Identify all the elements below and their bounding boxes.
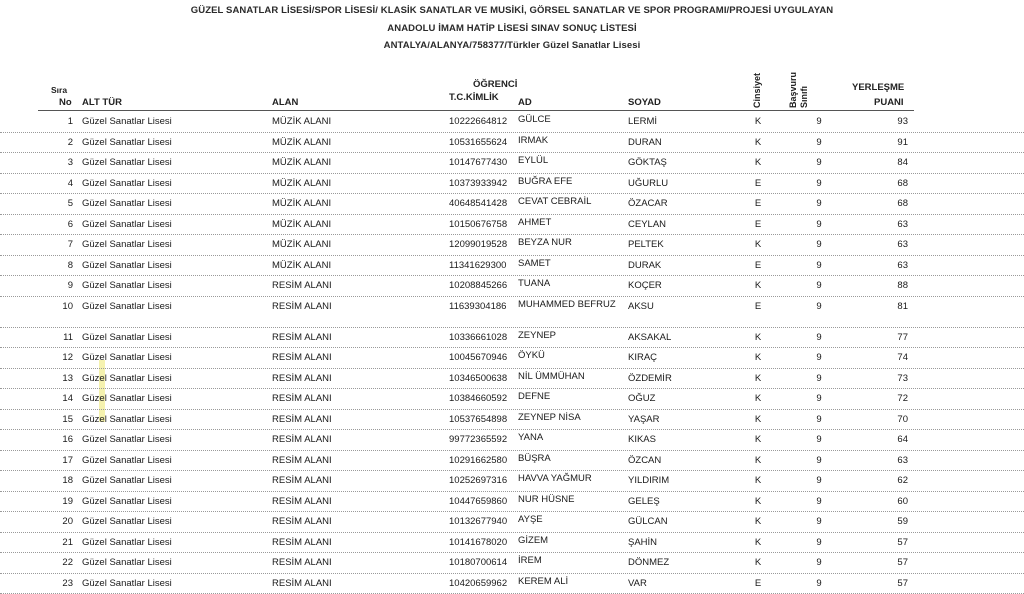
cell-puan: 81	[860, 301, 908, 312]
cell-alt-tur: Güzel Sanatlar Lisesi	[82, 178, 172, 189]
cell-puan: 64	[860, 434, 908, 445]
cell-cinsiyet: K	[752, 475, 764, 486]
cell-cinsiyet: K	[752, 496, 764, 507]
cell-tc-kimlik: 10147677430	[449, 157, 507, 168]
cell-soyad: GÜLCAN	[628, 516, 668, 527]
cell-sinif: 9	[812, 198, 826, 209]
cell-puan: 68	[860, 198, 908, 209]
cell-tc-kimlik: 10531655624	[449, 137, 507, 148]
col-header-sira: Sıra	[51, 85, 67, 95]
table-row	[0, 430, 1024, 451]
cell-tc-kimlik: 11639304186	[449, 301, 506, 312]
cell-puan: 93	[860, 116, 908, 127]
cell-alt-tur: Güzel Sanatlar Lisesi	[82, 301, 172, 312]
table-row	[0, 471, 1024, 492]
cell-alt-tur: Güzel Sanatlar Lisesi	[82, 239, 172, 250]
table-row	[0, 328, 1024, 349]
cell-no: 15	[38, 414, 73, 425]
cell-soyad: DURAN	[628, 137, 662, 148]
cell-tc-kimlik: 10132677940	[449, 516, 507, 527]
cell-cinsiyet: K	[752, 157, 764, 168]
cell-ad: BUĞRA EFE	[518, 175, 618, 189]
cell-puan: 72	[860, 393, 908, 404]
cell-sinif: 9	[812, 414, 826, 425]
col-header-sinifi: Sınıfı	[799, 86, 809, 108]
cell-soyad: LERMİ	[628, 116, 657, 127]
cell-puan: 70	[860, 414, 908, 425]
cell-alt-tur: Güzel Sanatlar Lisesi	[82, 496, 172, 507]
cell-cinsiyet: E	[752, 301, 764, 312]
cell-no: 6	[38, 219, 73, 230]
cell-sinif: 9	[812, 260, 826, 271]
cell-alt-tur: Güzel Sanatlar Lisesi	[82, 373, 172, 384]
cell-no: 16	[38, 434, 73, 445]
table-row	[0, 389, 1024, 410]
cell-puan: 63	[860, 219, 908, 230]
table-row	[0, 553, 1024, 574]
col-header-no: No	[59, 97, 72, 108]
cell-no: 3	[38, 157, 73, 168]
cell-soyad: DURAK	[628, 260, 661, 271]
cell-sinif: 9	[812, 434, 826, 445]
cell-soyad: KIKAS	[628, 434, 656, 445]
cell-ad: YANA	[518, 431, 618, 445]
cell-cinsiyet: E	[752, 219, 764, 230]
cell-soyad: KOÇER	[628, 280, 662, 291]
cell-sinif: 9	[812, 116, 826, 127]
cell-alt-tur: Güzel Sanatlar Lisesi	[82, 475, 172, 486]
cell-alt-tur: Güzel Sanatlar Lisesi	[82, 455, 172, 466]
cell-cinsiyet: K	[752, 455, 764, 466]
cell-puan: 74	[860, 352, 908, 363]
cell-tc-kimlik: 10045670946	[449, 352, 507, 363]
cell-ad: AYŞE	[518, 513, 618, 527]
cell-soyad: CEYLAN	[628, 219, 666, 230]
cell-cinsiyet: K	[752, 516, 764, 527]
cell-alt-tur: Güzel Sanatlar Lisesi	[82, 280, 172, 291]
table-row	[0, 235, 1024, 256]
cell-tc-kimlik: 10291662580	[449, 455, 507, 466]
cell-soyad: YAŞAR	[628, 414, 660, 425]
table-row	[0, 533, 1024, 554]
cell-no: 13	[38, 373, 73, 384]
cell-alan: RESİM ALANI	[272, 301, 332, 312]
cell-no: 14	[38, 393, 73, 404]
cell-tc-kimlik: 10222664812	[449, 116, 507, 127]
cell-sinif: 9	[812, 578, 826, 589]
cell-tc-kimlik: 10141678020	[449, 537, 507, 548]
cell-puan: 57	[860, 557, 908, 568]
cell-soyad: ÖZACAR	[628, 198, 668, 209]
cell-alt-tur: Güzel Sanatlar Lisesi	[82, 537, 172, 548]
cell-sinif: 9	[812, 537, 826, 548]
cell-alan: MÜZİK ALANI	[272, 116, 331, 127]
cell-soyad: GÖKTAŞ	[628, 157, 667, 168]
cell-tc-kimlik: 10252697316	[449, 475, 507, 486]
table-row	[0, 297, 1024, 328]
cell-puan: 91	[860, 137, 908, 148]
cell-cinsiyet: K	[752, 137, 764, 148]
cell-alan: RESİM ALANI	[272, 537, 332, 548]
cell-ad: KEREM ALİ	[518, 575, 618, 589]
cell-soyad: ÖZCAN	[628, 455, 661, 466]
cell-soyad: AKSU	[628, 301, 654, 312]
cell-no: 7	[38, 239, 73, 250]
cell-no: 18	[38, 475, 73, 486]
cell-soyad: VAR	[628, 578, 647, 589]
col-header-soyad: SOYAD	[628, 97, 661, 108]
cell-tc-kimlik: 40648541428	[449, 198, 507, 209]
cell-tc-kimlik: 10420659962	[449, 578, 507, 589]
cell-tc-kimlik: 10346500638	[449, 373, 507, 384]
cell-puan: 57	[860, 537, 908, 548]
cell-alan: MÜZİK ALANI	[272, 137, 331, 148]
cell-alan: RESİM ALANI	[272, 496, 332, 507]
col-header-ad: AD	[518, 97, 532, 108]
cell-no: 23	[38, 578, 73, 589]
col-header-alan: ALAN	[272, 97, 298, 108]
cell-ad: NİL ÜMMÜHAN	[518, 370, 618, 384]
cell-puan: 63	[860, 260, 908, 271]
cell-no: 12	[38, 352, 73, 363]
cell-ad: NUR HÜSNE	[518, 493, 618, 507]
table-row	[0, 133, 1024, 154]
cell-tc-kimlik: 10208845266	[449, 280, 507, 291]
cell-alt-tur: Güzel Sanatlar Lisesi	[82, 198, 172, 209]
col-header-cinsiyet: Cinsiyet	[752, 73, 762, 108]
cell-sinif: 9	[812, 157, 826, 168]
cell-alan: MÜZİK ALANI	[272, 219, 331, 230]
cell-alan: RESİM ALANI	[272, 578, 332, 589]
cell-sinif: 9	[812, 280, 826, 291]
col-header-puani: PUANI	[874, 97, 904, 108]
cell-ad: CEVAT CEBRAİL	[518, 195, 618, 209]
cell-sinif: 9	[812, 373, 826, 384]
cell-alan: RESİM ALANI	[272, 557, 332, 568]
cell-alan: MÜZİK ALANI	[272, 157, 331, 168]
cell-tc-kimlik: 10150676758	[449, 219, 507, 230]
doc-title-line-2: ANADOLU İMAM HATİP LİSESİ SINAV SONUÇ LİSTESİ	[0, 23, 1024, 34]
cell-alan: MÜZİK ALANI	[272, 178, 331, 189]
table-row	[0, 194, 1024, 215]
cell-no: 10	[38, 301, 73, 312]
cell-puan: 84	[860, 157, 908, 168]
cell-soyad: KIRAÇ	[628, 352, 657, 363]
cell-tc-kimlik: 10336661028	[449, 332, 507, 343]
cell-cinsiyet: K	[752, 557, 764, 568]
cell-soyad: PELTEK	[628, 239, 664, 250]
cell-no: 19	[38, 496, 73, 507]
cell-no: 22	[38, 557, 73, 568]
table-row	[0, 153, 1024, 174]
cell-alan: RESİM ALANI	[272, 332, 332, 343]
cell-alan: MÜZİK ALANI	[272, 198, 331, 209]
col-header-yerlesme: YERLEŞME	[852, 82, 904, 93]
cell-alan: RESİM ALANI	[272, 352, 332, 363]
cell-alan: RESİM ALANI	[272, 414, 332, 425]
cell-ad: ZEYNEP NİSA	[518, 411, 618, 425]
cell-ad: ÖYKÜ	[518, 349, 618, 363]
cell-soyad: DÖNMEZ	[628, 557, 669, 568]
cell-ad: İREM	[518, 554, 618, 568]
cell-cinsiyet: K	[752, 434, 764, 445]
cell-tc-kimlik: 99772365592	[449, 434, 507, 445]
cell-puan: 57	[860, 578, 908, 589]
cell-sinif: 9	[812, 516, 826, 527]
cell-alan: RESİM ALANI	[272, 516, 332, 527]
cell-alt-tur: Güzel Sanatlar Lisesi	[82, 157, 172, 168]
table-row	[0, 410, 1024, 431]
cell-alt-tur: Güzel Sanatlar Lisesi	[82, 260, 172, 271]
cell-cinsiyet: E	[752, 260, 764, 271]
cell-alt-tur: Güzel Sanatlar Lisesi	[82, 219, 172, 230]
cell-cinsiyet: E	[752, 578, 764, 589]
cell-alan: RESİM ALANI	[272, 280, 332, 291]
cell-no: 5	[38, 198, 73, 209]
cell-soyad: ÖZDEMİR	[628, 373, 672, 384]
cell-ad: EYLÜL	[518, 154, 618, 168]
cell-alan: RESİM ALANI	[272, 393, 332, 404]
cell-alt-tur: Güzel Sanatlar Lisesi	[82, 332, 172, 343]
col-header-ogrenci: ÖĞRENCİ	[473, 79, 517, 90]
cell-tc-kimlik: 12099019528	[449, 239, 507, 250]
cell-alan: MÜZİK ALANI	[272, 260, 331, 271]
cell-puan: 63	[860, 455, 908, 466]
table-row	[0, 492, 1024, 513]
cell-alan: RESİM ALANI	[272, 455, 332, 466]
cell-sinif: 9	[812, 352, 826, 363]
cell-sinif: 9	[812, 496, 826, 507]
cell-soyad: UĞURLU	[628, 178, 668, 189]
cell-sinif: 9	[812, 393, 826, 404]
cell-sinif: 9	[812, 332, 826, 343]
cell-alan: RESİM ALANI	[272, 434, 332, 445]
cell-ad: AHMET	[518, 216, 618, 230]
cell-tc-kimlik: 10447659860	[449, 496, 507, 507]
cell-sinif: 9	[812, 557, 826, 568]
cell-ad: HAVVA YAĞMUR	[518, 472, 618, 486]
cell-no: 11	[38, 332, 73, 343]
table-row	[0, 256, 1024, 277]
cell-puan: 88	[860, 280, 908, 291]
cell-cinsiyet: K	[752, 414, 764, 425]
cell-tc-kimlik: 10384660592	[449, 393, 507, 404]
cell-alt-tur: Güzel Sanatlar Lisesi	[82, 414, 172, 425]
cell-cinsiyet: K	[752, 332, 764, 343]
doc-title-line-3: ANTALYA/ALANYA/758377/Türkler Güzel Sanatlar Lisesi	[0, 40, 1024, 51]
table-row	[0, 512, 1024, 533]
cell-ad: BÜŞRA	[518, 452, 618, 466]
table-row	[0, 174, 1024, 195]
cell-tc-kimlik: 10180700614	[449, 557, 507, 568]
table-row	[0, 451, 1024, 472]
cell-cinsiyet: K	[752, 352, 764, 363]
cell-soyad: OĞUZ	[628, 393, 655, 404]
cell-sinif: 9	[812, 301, 826, 312]
cell-no: 20	[38, 516, 73, 527]
cell-alt-tur: Güzel Sanatlar Lisesi	[82, 393, 172, 404]
col-header-alt-tur: ALT TÜR	[82, 97, 122, 108]
header-divider	[38, 110, 914, 111]
cell-alan: RESİM ALANI	[272, 373, 332, 384]
cell-ad: GİZEM	[518, 534, 618, 548]
cell-ad: DEFNE	[518, 390, 618, 404]
cell-no: 2	[38, 137, 73, 148]
cell-alt-tur: Güzel Sanatlar Lisesi	[82, 116, 172, 127]
cell-no: 21	[38, 537, 73, 548]
cell-ad: GÜLCE	[518, 113, 618, 127]
cell-soyad: YILDIRIM	[628, 475, 669, 486]
cell-no: 17	[38, 455, 73, 466]
results-table	[0, 112, 1024, 594]
cell-tc-kimlik: 11341629300	[449, 260, 506, 271]
table-row	[0, 112, 1024, 133]
table-row	[0, 369, 1024, 390]
table-row	[0, 215, 1024, 236]
cell-cinsiyet: E	[752, 178, 764, 189]
cell-cinsiyet: K	[752, 239, 764, 250]
cell-puan: 68	[860, 178, 908, 189]
cell-tc-kimlik: 10537654898	[449, 414, 507, 425]
cell-alt-tur: Güzel Sanatlar Lisesi	[82, 578, 172, 589]
cell-alt-tur: Güzel Sanatlar Lisesi	[82, 557, 172, 568]
cell-ad: MUHAMMED BEFRUZ	[518, 298, 618, 312]
cell-ad: TUANA	[518, 277, 618, 291]
col-header-tc: T.C.KİMLİK	[449, 92, 499, 103]
cell-cinsiyet: K	[752, 116, 764, 127]
doc-title-line-1: GÜZEL SANATLAR LİSESİ/SPOR LİSESİ/ KLASİK SANATLAR VE MUSİKİ, GÖRSEL SANATLAR VE SPOR PROGRAMI/PROJESİ UYGULAYAN	[0, 5, 1024, 16]
cell-alt-tur: Güzel Sanatlar Lisesi	[82, 434, 172, 445]
cell-soyad: ŞAHİN	[628, 537, 657, 548]
cell-cinsiyet: K	[752, 280, 764, 291]
cell-alan: MÜZİK ALANI	[272, 239, 331, 250]
cell-puan: 73	[860, 373, 908, 384]
cell-alan: RESİM ALANI	[272, 475, 332, 486]
cell-sinif: 9	[812, 455, 826, 466]
cell-puan: 60	[860, 496, 908, 507]
cell-soyad: AKSAKAL	[628, 332, 671, 343]
cell-cinsiyet: K	[752, 537, 764, 548]
cell-alt-tur: Güzel Sanatlar Lisesi	[82, 137, 172, 148]
cell-sinif: 9	[812, 219, 826, 230]
cell-ad: SAMET	[518, 257, 618, 271]
cell-no: 1	[38, 116, 73, 127]
cell-sinif: 9	[812, 475, 826, 486]
cell-sinif: 9	[812, 137, 826, 148]
table-row	[0, 348, 1024, 369]
cell-puan: 77	[860, 332, 908, 343]
cell-soyad: GELEŞ	[628, 496, 660, 507]
cell-cinsiyet: E	[752, 198, 764, 209]
cell-cinsiyet: K	[752, 393, 764, 404]
cell-alt-tur: Güzel Sanatlar Lisesi	[82, 352, 172, 363]
cell-puan: 59	[860, 516, 908, 527]
cell-puan: 62	[860, 475, 908, 486]
cell-ad: IRMAK	[518, 134, 618, 148]
cell-ad: BEYZA NUR	[518, 236, 618, 250]
cell-sinif: 9	[812, 239, 826, 250]
table-row	[0, 276, 1024, 297]
cell-cinsiyet: K	[752, 373, 764, 384]
cell-ad: ZEYNEP	[518, 329, 618, 343]
cell-alt-tur: Güzel Sanatlar Lisesi	[82, 516, 172, 527]
cell-no: 4	[38, 178, 73, 189]
cell-sinif: 9	[812, 178, 826, 189]
cell-no: 8	[38, 260, 73, 271]
col-header-basvuru: Başvuru	[788, 72, 798, 108]
cell-tc-kimlik: 10373933942	[449, 178, 507, 189]
cell-no: 9	[38, 280, 73, 291]
cell-puan: 63	[860, 239, 908, 250]
